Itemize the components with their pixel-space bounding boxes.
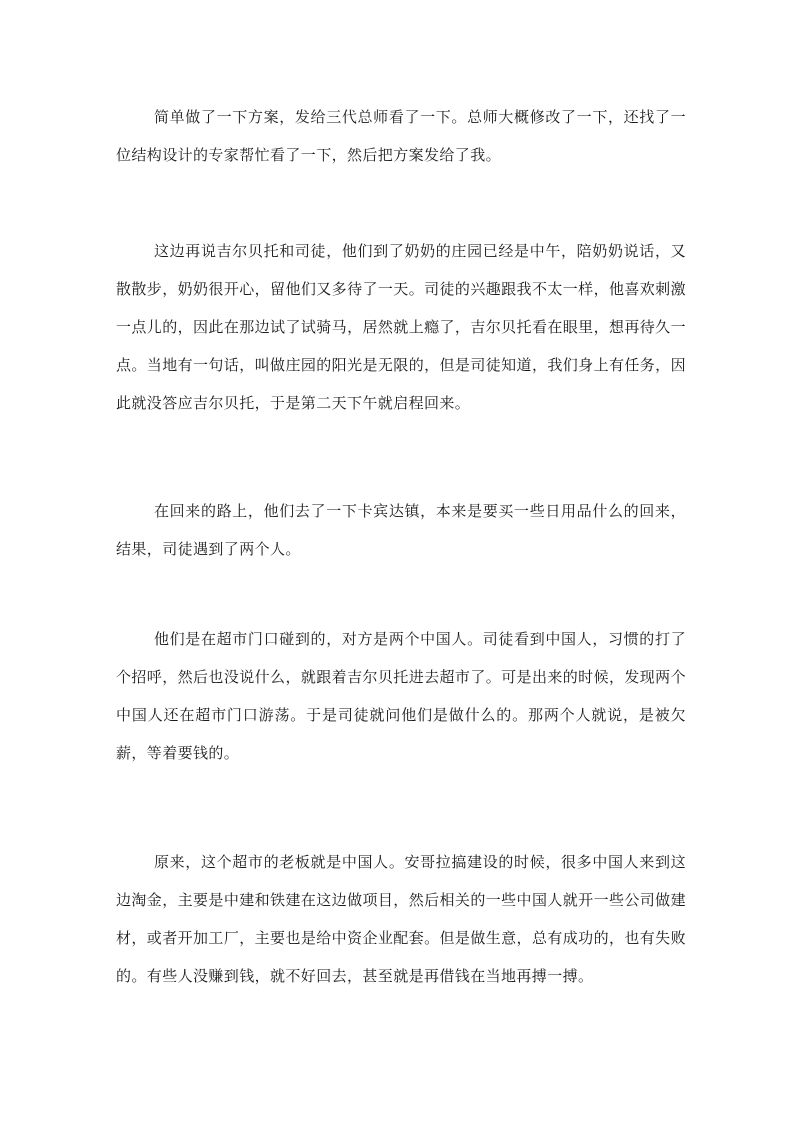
paragraph-4: 他们是在超市门口碰到的，对方是两个中国人。司徒看到中国人，习惯的打了个招呼，然后也没说什么，就跟着吉尔贝托进去超市了。可是出来的时候，发现两个中国人还在超市门口游荡。于是司徒就问他们是做什么的。那两个人就说，是被欠薪，等着要钱的。 <box>116 630 686 762</box>
paragraph-2: 这边再说吉尔贝托和司徒，他们到了奶奶的庄园已经是中午，陪奶奶说话，又散散步，奶奶很开心，留他们又多待了一天。司徒的兴趣跟我不太一样，他喜欢刺激一点儿的，因此在那边试了试骑马，居然就上瘾了，吉尔贝托看在眼里，想再待久一点。当地有一句话，叫做庄园的阳光是无限的，但是司徒知道，我们身上有任务，因此就没答应吉尔贝托，于是第二天下午就启程回来。 <box>116 242 686 412</box>
paragraph-1: 简单做了一下方案，发给三代总师看了一下。总师大概修改了一下，还找了一位结构设计的专家帮忙看了一下，然后把方案发给了我。 <box>116 108 686 164</box>
paragraph-5: 原来，这个超市的老板就是中国人。安哥拉搞建设的时候，很多中国人来到这边淘金，主要是中建和铁建在这边做项目，然后相关的一些中国人就开一些公司做建材，或者开加工厂，主要也是给中资企业配套。但是做生意，总有成功的，也有失败的。有些人没赚到钱，就不好回去，甚至就是再借钱在当地再搏一搏。 <box>116 853 686 985</box>
paragraph-3: 在回来的路上，他们去了一下卡宾达镇，本来是要买一些日用品什么的回来，结果，司徒遇到了两个人。 <box>116 502 686 558</box>
